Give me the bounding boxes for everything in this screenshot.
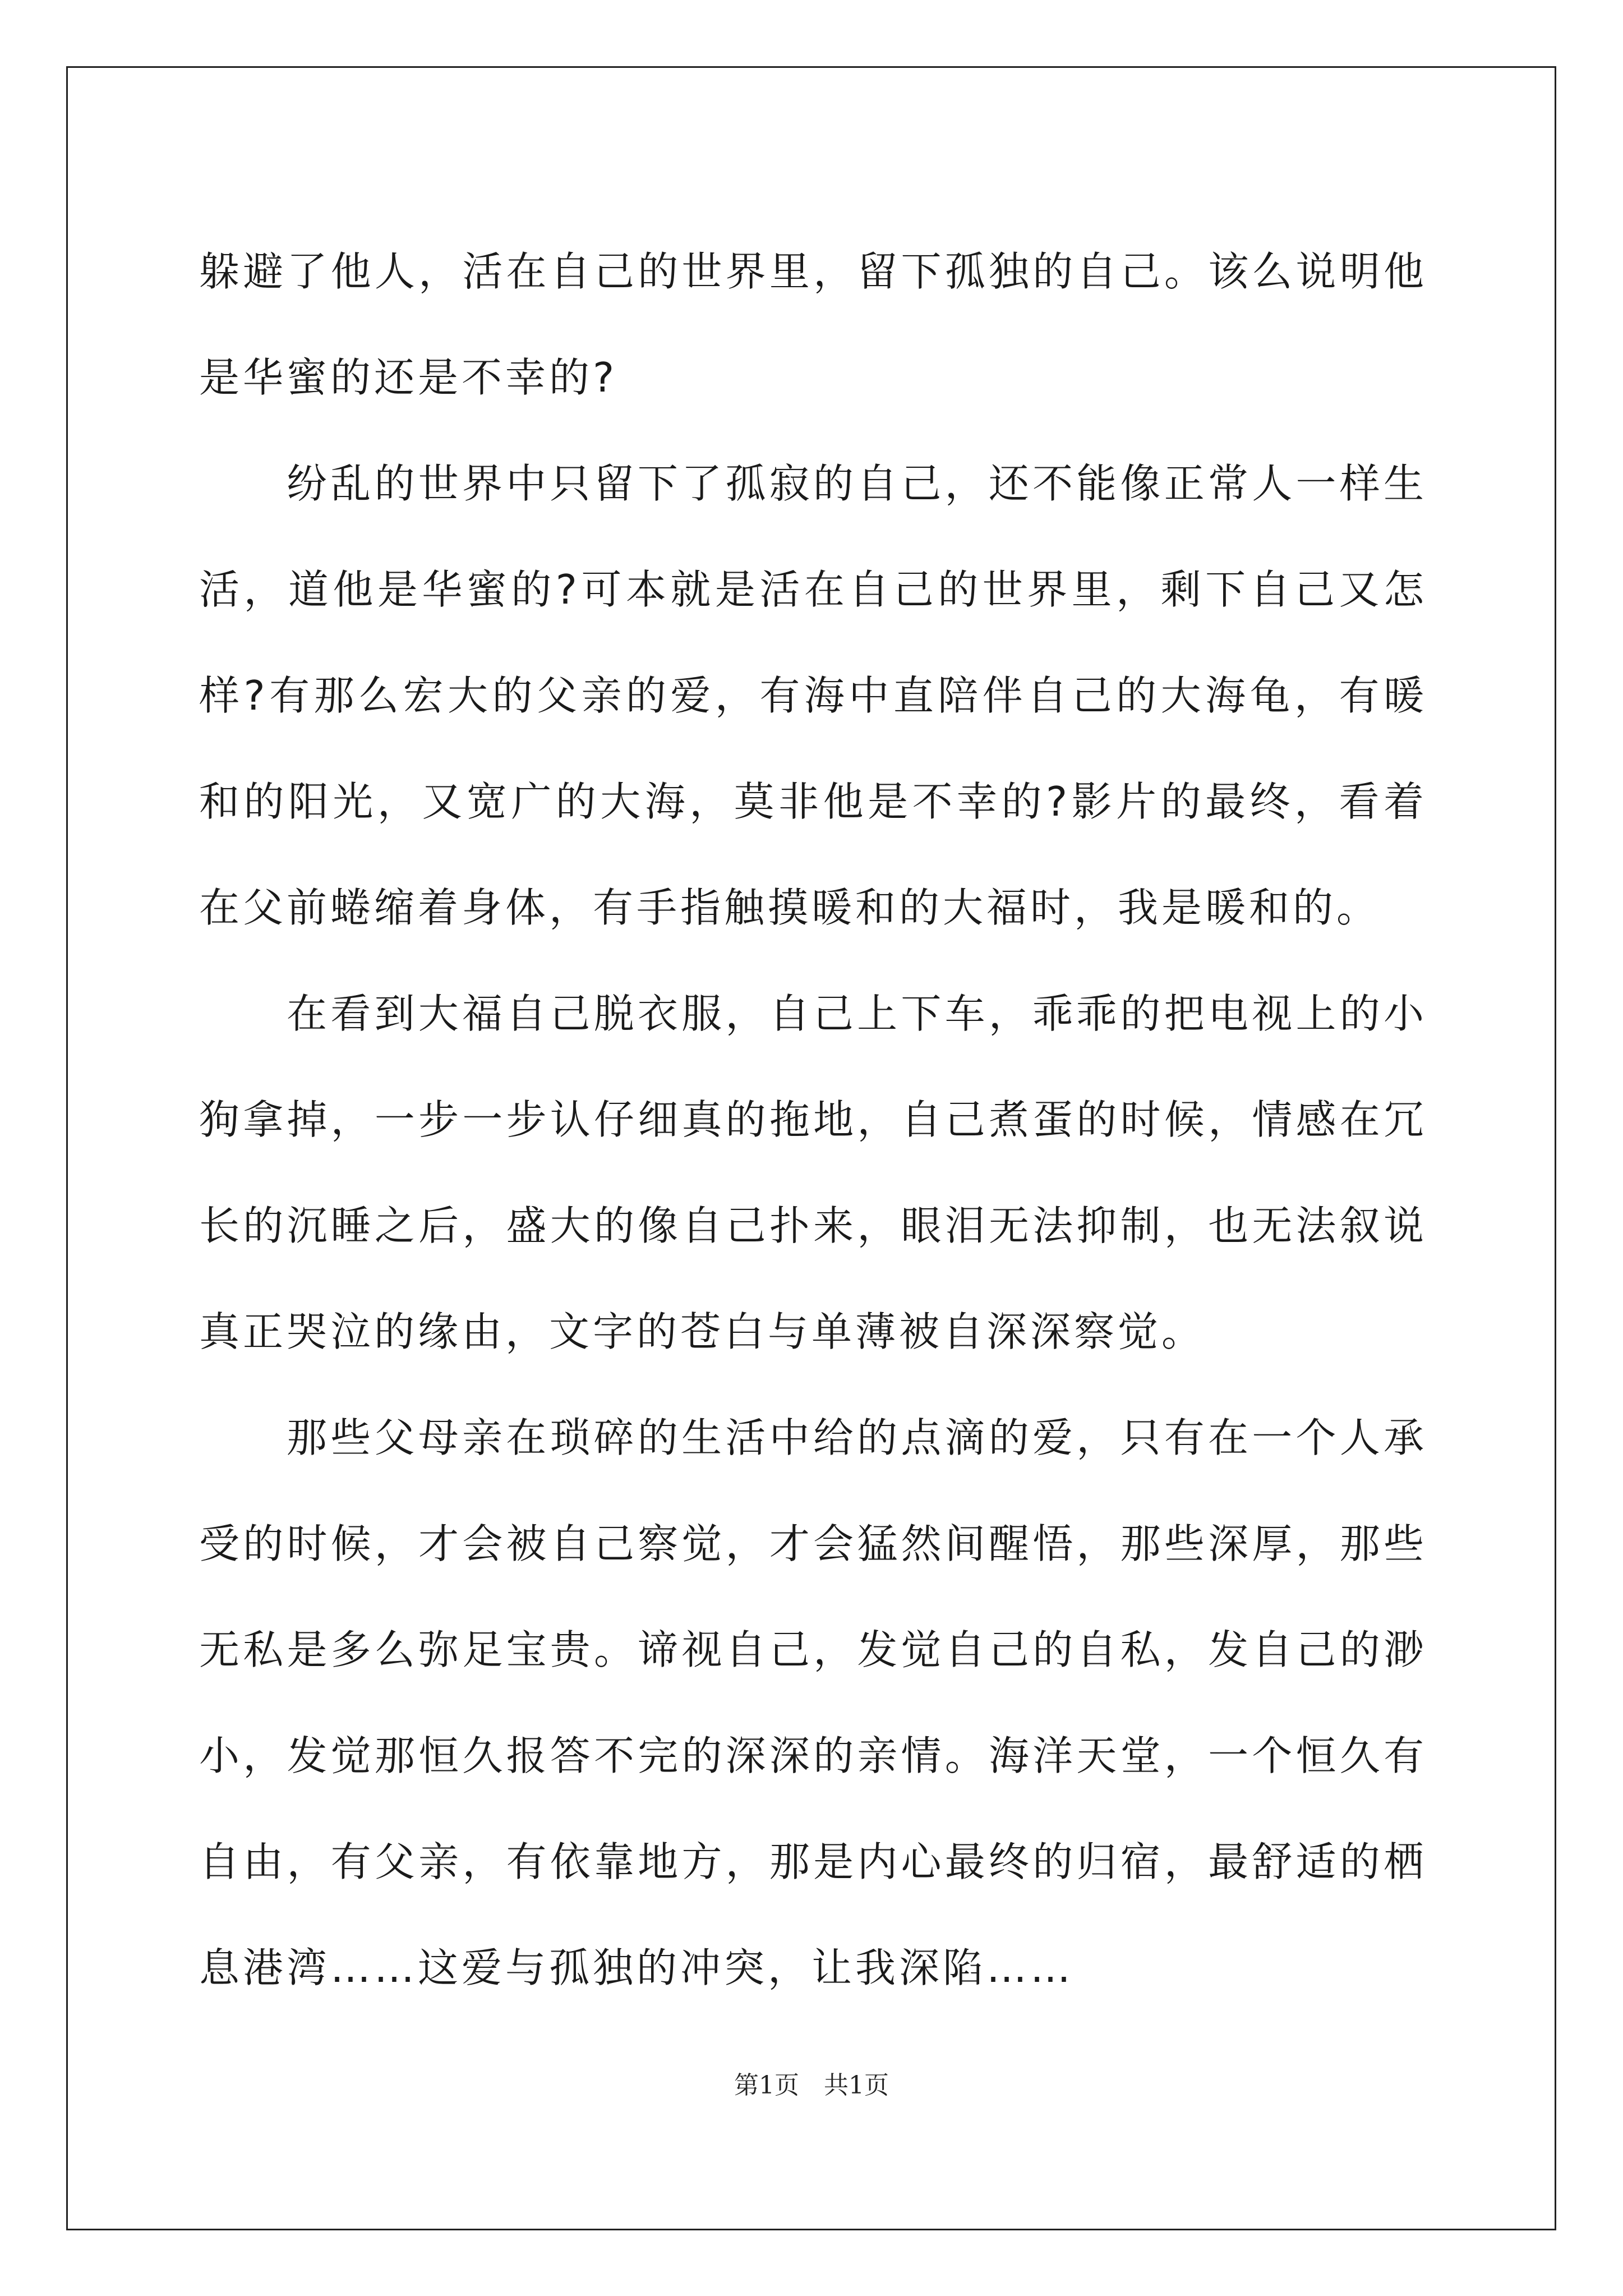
document-body [199,219,1427,2021]
paragraph: 纷乱的世界中只留下了孤寂的自己，还不能像正常人一样生活，道他是华蜜的?可本就是活在自己的世界里，剩下自己又怎样?有那么宏大的父亲的爱，有海中直陪伴自己的大海龟，有暖和的阳光，又宽广的大海，莫非他是不幸的?影片的最终，看着在父前蜷缩着身体，有手指触摸暖和的大福时，我是暖和的。 [199,460,1427,931]
paragraph: 那些父母亲在琐碎的生活中给的点滴的爱，只有在一个人承受的时候，才会被自己察觉，才会猛然间醒悟，那些深厚，那些无私是多么弥足宝贵。谛视自己，发觉自己的自私，发自己的渺小，发觉那恒久报答不完的深深的亲情。海洋天堂，一个恒久有自由，有父亲，有依靠地方，那是内心最终的归宿，最舒适的栖息港湾……这爱与孤独的冲突，让我深陷…… [199,1414,1427,1991]
paragraph: 在看到大福自己脱衣服，自己上下车，乖乖的把电视上的小狗拿掉，一步一步认仔细真的拖地，自己煮蛋的时候，情感在冗长的沉睡之后，盛大的像自己扑来，眼泪无法抑制，也无法叙说真正哭泣的缘由，文字的苍白与单薄被自深深察觉。 [199,990,1427,1355]
paragraph: 躲避了他人，活在自己的世界里，留下孤独的自己。该么说明他是华蜜的还是不幸的? [199,248,1427,401]
page-number-footer: 第1页 共1页 [734,2071,889,2100]
